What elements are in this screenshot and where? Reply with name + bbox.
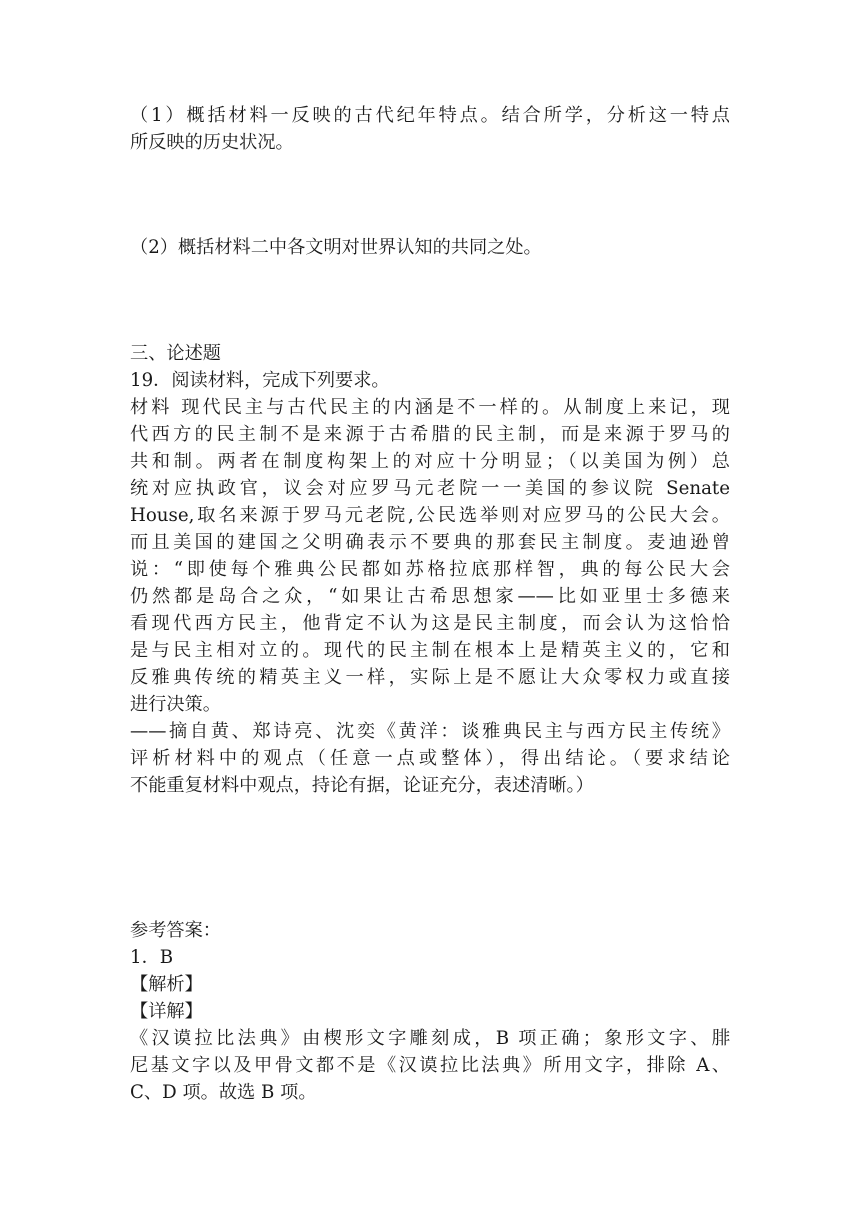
detail-line: 《汉谟拉比法典》由楔形文字雕刻成，B 项正确；象形文字、腓	[130, 1028, 730, 1049]
analysis-label: 【解析】	[130, 974, 203, 995]
material-line: 代西方的民主制不是来源于古希腊的民主制，而是来源于罗马的	[130, 424, 730, 445]
q18-part2: （2）概括材料二中各文明对世界认知的共同之处。	[130, 237, 542, 258]
answer-1: 1．B	[130, 947, 174, 968]
material-line: 共和制。两者在制度构架上的对应十分明显；（以美国为例）总	[130, 451, 730, 472]
answers-heading: 参考答案：	[130, 920, 221, 941]
material-line: 反雅典传统的精英主义一样，实际上是不愿让大众零权力或直接	[130, 667, 730, 688]
material-line: 统对应执政官，议会对应罗马元老院一一美国的参议院 Senate	[130, 478, 730, 499]
material-line: 看现代西方民主，他背定不认为这是民主制度，而会认为这恰恰	[130, 613, 730, 634]
q18-part1-line-1: （1）概括材料一反映的古代纪年特点。结合所学，分析这一特点	[130, 105, 730, 126]
section-heading: 三、论述题	[130, 343, 221, 364]
material-line: 材料 现代民主与古代民主的内涵是不一样的。从制度上来记，现	[130, 397, 730, 418]
material-line: 进行决策。	[130, 694, 221, 715]
detail-label: 【详解】	[130, 1001, 203, 1022]
q18-part1-line-2: 所反映的历史状况。	[130, 132, 294, 153]
detail-line: 尼基文字以及甲骨文都不是《汉谟拉比法典》所用文字，排除 A、	[130, 1055, 730, 1076]
material-line: 说：“即使每个雅典公民都如苏格拉底那样智，典的每公民大会	[130, 559, 730, 580]
question-19-title: 19．阅读材料，完成下列要求。	[130, 370, 390, 391]
material-line: 是与民主相对立的。现代的民主制在根本上是精英主义的，它和	[130, 640, 730, 661]
detail-line: C、D 项。故选 B 项。	[130, 1082, 317, 1103]
requirement-line: 评析材料中的观点（任意一点或整体），得出结论。（要求结论	[130, 748, 730, 769]
material-line: 而且美国的建国之父明确表示不要典的那套民主制度。麦迪逊曾	[130, 532, 730, 553]
material-line: 仍然都是岛合之众，“如果让古希思想家——比如亚里士多德来	[130, 586, 730, 607]
material-source: ——摘自黄、郑诗亮、沈奕《黄洋：谈雅典民主与西方民主传统》	[130, 721, 730, 742]
requirement-line: 不能重复材料中观点，持论有据，论证充分，表述清晰。）	[130, 775, 594, 796]
material-line: House,取名来源于罗马元老院,公民选举则对应罗马的公民大会。	[130, 505, 730, 526]
